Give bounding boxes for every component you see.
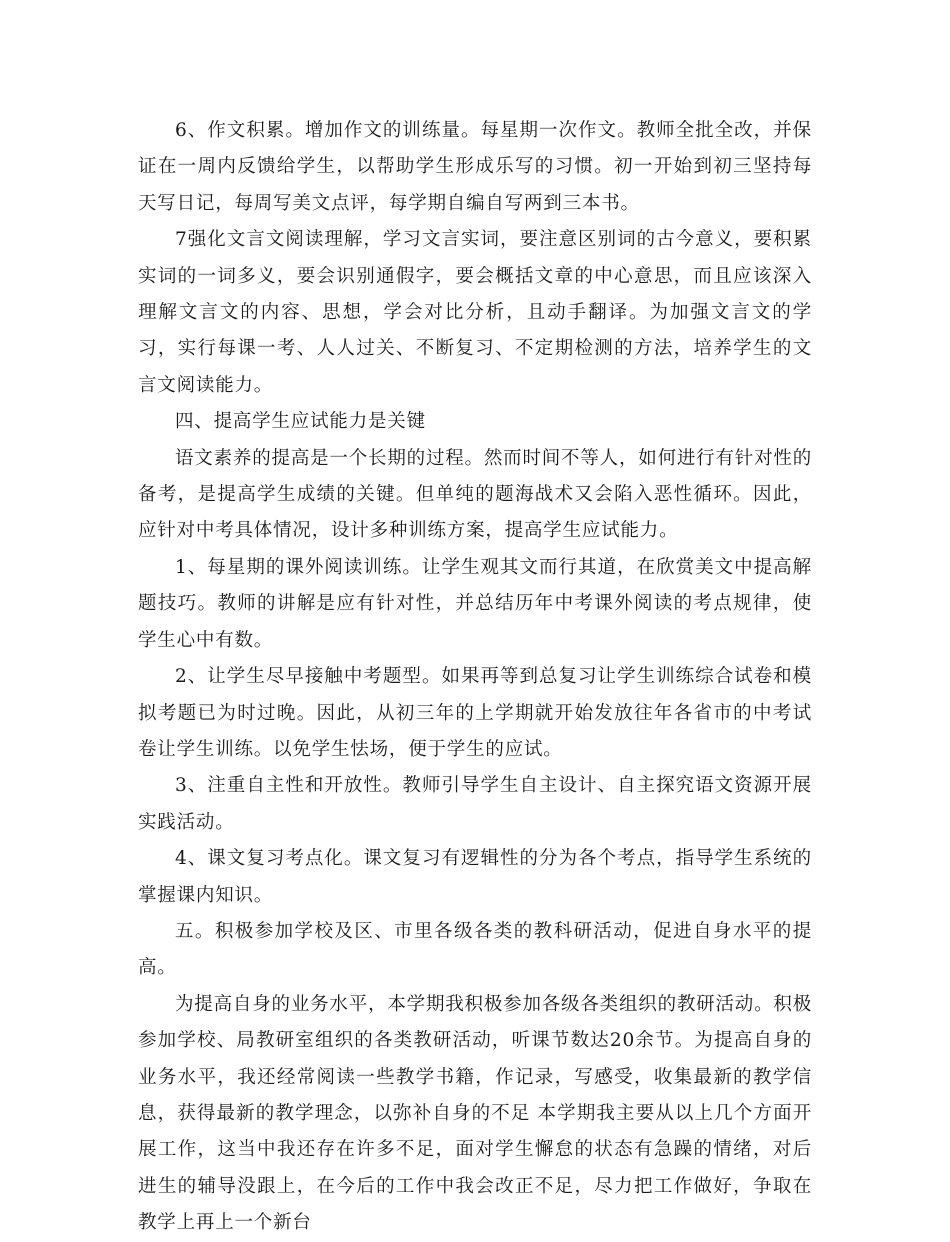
paragraph-weekly-reading-training: 1、每星期的课外阅读训练。让学生观其文而行其道，在欣赏美文中提高解题技巧。教师的讲解是应有针对性，并总结历年中考课外阅读的考点规律，使学生心中有数。 xyxy=(138,556,812,651)
paragraph-classical-chinese-reading: 7强化文言文阅读理解，学习文言实词，要注意区别词的古今意义，要积累实词的一词多义，要会识别通假字，要会概括文章的中心意思，而且应该深入理解文言文的内容、思想，学会对比分析，且动手翻译。为加强文言文的学习，实行每课一考、人人过关、不断复习、不定期检测的方法，培养学生的文言文阅读能力。 xyxy=(138,229,812,396)
paragraph-autonomy-openness: 3、注重自主性和开放性。教师引导学生自主设计、自主探究语文资源开展实践活动。 xyxy=(138,775,812,833)
paragraph-text-review: 4、课文复习考点化。课文复习有逻辑性的分为各个考点，指导学生系统的掌握课内知识。 xyxy=(138,848,812,906)
paragraph-composition-accumulation: 6、作文积累。增加作文的训练量。每星期一次作文。教师全批全改，并保证在一周内反馈给学生，以帮助学生形成乐写的习惯。初一开始到初三坚持每天写日记，每周写美文点评，每学期自编自写两到三本书。 xyxy=(138,120,812,214)
paragraph-exam-question-types: 2、让学生尽早接触中考题型。如果再等到总复习让学生训练综合试卷和模拟考题已为时过晚。因此，从初三年的上学期就开始发放往年各省市的中考试卷让学生训练。以免学生怯场，便于学生的应试。 xyxy=(138,666,812,760)
paragraph-professional-development: 为提高自身的业务水平，本学期我积极参加各级各类组织的教研活动。积极参加学校、局教研室组织的各类教研活动，听课节数达20余节。为提高自身的业务水平，我还经常阅读一些教学书籍，作记录，写感受，收集最新的教学信息，获得最新的教学理念，以弥补自身的不足 本学期我主要从以上几个方面开展工作，这当中我还存在许多不足，面对学生懈怠的状态有急躁的情绪，对后进生的辅导没跟上，在今后的工作中我会改正不足，尽力把工作做好，争取在教学上再上一个新台 xyxy=(138,993,812,1234)
section-heading-exam-ability: 四、提高学生应试能力是关键 xyxy=(175,411,426,433)
section-heading-research-activities: 五。积极参加学校及区、市里各级各类的教科研活动，促进自身水平的提高。 xyxy=(138,920,812,979)
paragraph-literacy-improvement: 语文素养的提高是一个长期的过程。然而时间不等人，如何进行有针对性的备考，是提高学生成绩的关键。但单纯的题海战术又会陷入恶性循环。因此，应针对中考具体情况，设计多种训练方案，提高学生应试能力。 xyxy=(138,447,812,542)
document-page xyxy=(138,113,812,1242)
